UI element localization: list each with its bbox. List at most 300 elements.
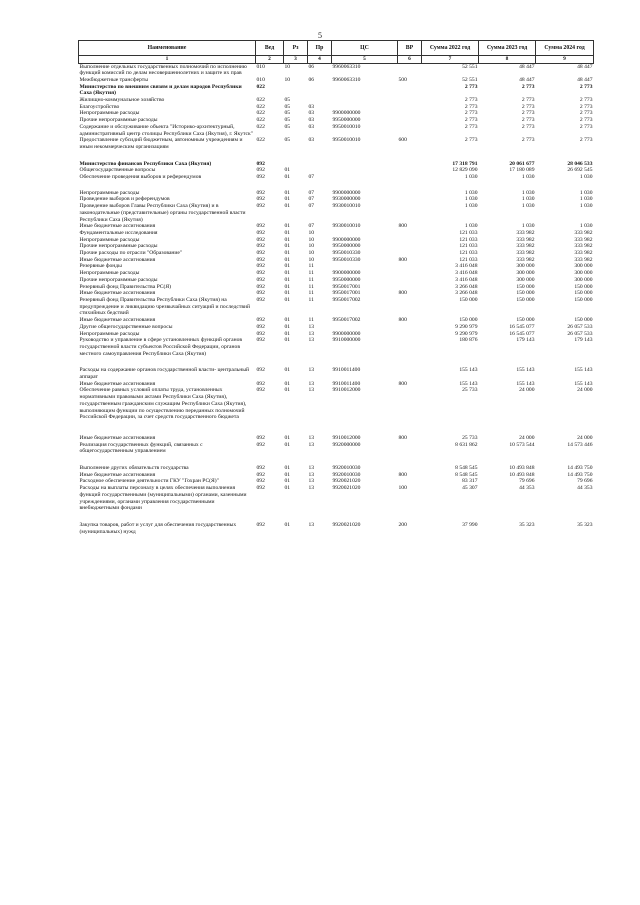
row-name: Резервные фонды: [79, 263, 122, 270]
row-rz: 01: [284, 290, 291, 297]
row-sum-2024: 24 000: [577, 387, 593, 394]
row-vr: [398, 181, 422, 197]
row-sum-2024: 150 000: [574, 297, 593, 303]
row-sum-2022: 2 773: [464, 110, 478, 117]
row-vr: [398, 63, 422, 77]
table-row: [79, 104, 594, 111]
row-sum-2022: 17 318 791: [452, 160, 478, 167]
row-cs: 9950000000: [332, 243, 361, 250]
row-name: Резервный фонд Правительства РС(Я): [79, 283, 171, 290]
row-sum-2024: 79 696: [577, 478, 593, 485]
row-cs: 9950017001: [332, 290, 361, 297]
row-ved: 092: [256, 478, 265, 485]
row-pr: 11: [308, 317, 314, 324]
row-vr: [398, 324, 422, 331]
row-rz: 10: [284, 63, 291, 70]
row-vr: [398, 167, 422, 174]
table-row: [79, 317, 594, 324]
row-vr: 200: [398, 521, 407, 528]
row-cs: 9910012000: [332, 387, 361, 394]
row-sum-2023: 333 982: [516, 250, 535, 257]
row-name: Общегосударственные вопросы: [79, 167, 156, 174]
row-vr: [398, 263, 422, 270]
row-vr: [398, 387, 422, 421]
table-row: [79, 243, 594, 250]
row-pr: 11: [308, 270, 314, 277]
row-ved: 092: [256, 297, 265, 303]
row-name: Иные бюджетные ассигнования: [79, 471, 156, 478]
row-sum-2022: 2 773: [464, 83, 478, 90]
row-pr: [308, 84, 332, 97]
table-row: [79, 290, 594, 297]
row-ved: 092: [256, 290, 265, 297]
row-pr: 07: [308, 196, 315, 203]
row-sum-2022: 121 033: [459, 256, 478, 263]
row-name: Непрограммные расходы: [79, 236, 140, 243]
row-cs: 9950010010: [332, 123, 361, 130]
header-cs: ЦС: [332, 41, 398, 56]
row-vr: [398, 297, 422, 317]
row-sum-2023: 48 447: [519, 63, 535, 70]
row-sum-2022: 8 548 545: [455, 471, 478, 478]
row-sum-2022: 155 143: [459, 367, 478, 374]
row-rz: 01: [284, 229, 291, 236]
row-name: Непрограммные расходы: [79, 189, 140, 196]
row-sum-2024: 1 030: [579, 196, 593, 203]
row-name: Расходное обеспечение деятельности ГКУ "Гохран РС(Я)": [79, 478, 219, 485]
row-name: Благоустройство: [79, 103, 120, 110]
row-sum-2023: 44 353: [519, 485, 535, 492]
row-sum-2022: 1 030: [464, 189, 478, 196]
row-ved: 092: [256, 223, 265, 230]
row-rz: 01: [284, 434, 291, 441]
row-cs: 9910011400: [332, 367, 361, 374]
header-name: Наименование: [79, 41, 256, 56]
row-cs: 9950017002: [332, 297, 361, 303]
row-cs: 9930010010: [332, 203, 361, 210]
row-sum-2023: 150 000: [516, 297, 535, 303]
row-ved: 092: [256, 337, 265, 344]
row-vr: [398, 250, 422, 257]
row-name: Иные бюджетные ассигнования: [79, 317, 156, 324]
row-sum-2023: 300 000: [516, 270, 535, 277]
table-row: [79, 174, 594, 181]
row-sum-2022: 3 416 048: [455, 270, 478, 277]
row-ved: 022: [256, 117, 265, 124]
table-row: [79, 181, 594, 197]
row-name: Проведение выборов Главы Республики Саха (Якутия) и в законодательные (представительные) органы государственной власти Республики Саха (Якутия): [79, 203, 246, 223]
row-pr: 06: [308, 63, 315, 70]
row-name: Резервный фонд Правительства Республики Саха (Якутия) на предупреждение и ликвидацию чрезвычайных ситуаций и последствий стихийных бедствий: [79, 297, 250, 317]
row-cs: 9920021020: [332, 485, 361, 492]
column-number: 1: [79, 56, 256, 64]
column-number: 2: [256, 56, 284, 64]
table-row: [79, 117, 594, 124]
row-name: Закупка товаров, работ и услуг для обеспечения государственных (муниципальных) нужд: [79, 521, 237, 535]
row-cs: [332, 174, 398, 181]
row-name: Иные бюджетные ассигнования: [79, 223, 156, 230]
row-pr: 13: [308, 367, 315, 374]
table-row: [79, 324, 594, 331]
row-name: Предоставление субсидий бюджетным, автономным учреждениям и иным некоммерческим организациям: [79, 137, 243, 150]
row-cs: 9920010030: [332, 465, 361, 472]
row-ved: 092: [256, 229, 265, 236]
column-number-row: [79, 56, 594, 64]
row-name: Содержание и обслуживание объекта "Историко-архитектурный, административный центр столицы Республики Саха (Якутия), г. Якутск": [79, 123, 253, 137]
column-number: 5: [332, 56, 398, 64]
row-ved: 092: [256, 203, 265, 210]
row-pr: 13: [308, 521, 315, 528]
row-sum-2023: 17 180 089: [509, 167, 535, 174]
row-cs: 9930000000: [332, 196, 361, 203]
row-ved: 092: [256, 276, 265, 283]
row-sum-2024: 14 493 750: [567, 465, 593, 472]
row-cs: 9920021020: [332, 521, 361, 528]
row-sum-2022: 121 033: [459, 250, 478, 257]
row-sum-2023: 16 545 077: [509, 323, 535, 330]
row-rz: 01: [284, 441, 291, 448]
row-vr: [398, 230, 422, 237]
row-sum-2022: 1 030: [464, 223, 478, 230]
row-cs: 9910012000: [332, 434, 361, 441]
row-vr: 800: [398, 256, 407, 263]
row-sum-2023: 300 000: [516, 263, 535, 270]
row-pr: 03: [308, 103, 315, 110]
row-vr: 500: [398, 76, 407, 83]
row-sum-2022: 121 033: [459, 229, 478, 236]
table-row: [79, 284, 594, 291]
row-name: Расходы на содержание органов государственной власти- центральный аппарат: [79, 367, 249, 381]
row-sum-2022: 45 307: [462, 485, 478, 492]
row-ved: 092: [256, 471, 265, 478]
row-rz: 01: [284, 236, 291, 243]
row-vr: 800: [398, 317, 407, 324]
table-row: [79, 110, 594, 117]
row-sum-2022: 2 773: [464, 103, 478, 110]
row-sum-2024: 300 000: [574, 263, 593, 270]
row-sum-2024: 300 000: [574, 276, 593, 283]
row-pr: 10: [308, 250, 315, 257]
row-sum-2023: 2 773: [521, 123, 535, 130]
row-sum-2022: 150 000: [459, 297, 478, 303]
row-vr: [398, 331, 422, 338]
header-rz: Рз: [284, 41, 308, 56]
row-pr: 13: [308, 330, 315, 337]
row-cs: 9920010030: [332, 471, 361, 478]
table-row: [79, 512, 594, 535]
row-sum-2024: 35 323: [577, 521, 593, 528]
row-name: Прочие расходы по отрасли "Образование": [79, 250, 183, 257]
row-sum-2024: 155 143: [574, 367, 593, 374]
row-ved: 022: [256, 110, 265, 117]
header-pr: Пр: [308, 41, 332, 56]
row-cs: 9900000000: [332, 330, 361, 337]
row-rz: 01: [284, 380, 291, 387]
column-number: 7: [422, 56, 479, 64]
row-sum-2022: 37 990: [462, 521, 478, 528]
row-vr: [398, 196, 422, 203]
row-name: Прочие непрограммные расходы: [79, 276, 158, 283]
row-name: Иные бюджетные ассигнования: [79, 434, 156, 441]
row-sum-2024: 1 030: [579, 189, 593, 196]
row-name: Министерство финансов Республики Саха (Якутия): [79, 160, 212, 167]
row-sum-2024: 333 982: [574, 229, 593, 236]
column-number: 6: [398, 56, 422, 64]
table-row: [79, 203, 594, 223]
table-row: [79, 387, 594, 421]
row-pr: 07: [308, 203, 315, 210]
row-sum-2022: 1 030: [464, 203, 478, 210]
row-cs: 9930010010: [332, 223, 361, 230]
row-sum-2024: 333 982: [574, 256, 593, 263]
table-row: [79, 257, 594, 264]
row-ved: 092: [256, 250, 265, 257]
row-sum-2022: 180 876: [459, 337, 478, 344]
row-rz: 01: [284, 471, 291, 478]
row-rz: 01: [284, 203, 291, 210]
row-vr: [398, 203, 422, 223]
row-pr: 10: [308, 243, 315, 250]
row-sum-2023: 155 143: [516, 367, 535, 374]
row-vr: [398, 237, 422, 244]
row-sum-2024: 1 030: [579, 223, 593, 230]
row-rz: 01: [284, 283, 291, 290]
row-name: Непрограммные расходы: [79, 110, 140, 117]
row-ved: 010: [256, 76, 265, 83]
row-cs: 9950010330: [332, 250, 361, 257]
table-body: [79, 63, 594, 535]
row-sum-2023: 24 000: [519, 434, 535, 441]
row-pr: [308, 97, 332, 104]
row-sum-2023: 2 773: [521, 83, 535, 90]
row-rz: 01: [284, 337, 291, 344]
row-name: Проведение выборов и референдумов: [79, 196, 170, 203]
row-ved: 022: [256, 123, 265, 130]
row-pr: 11: [308, 297, 314, 303]
row-rz: 01: [284, 174, 291, 181]
table-row: [79, 223, 594, 230]
row-sum-2023: 79 696: [519, 478, 535, 485]
row-cs: 9920000000: [332, 441, 361, 448]
row-sum-2024: 44 353: [577, 485, 593, 492]
row-rz: 01: [284, 223, 291, 230]
row-vr: [398, 84, 422, 97]
row-name: Прочие непрограммные расходы: [79, 117, 158, 124]
row-pr: 11: [308, 276, 314, 283]
row-sum-2023: 1 030: [521, 203, 535, 210]
row-sum-2023: 179 143: [516, 337, 535, 344]
row-sum-2024: 150 000: [574, 317, 593, 324]
row-vr: [398, 104, 422, 111]
row-name: Обеспечение проведения выборов и референдумов: [79, 174, 202, 181]
row-ved: 092: [256, 283, 265, 290]
row-name: Непрограммные расходы: [79, 270, 140, 277]
row-sum-2023: 10 493 848: [509, 471, 535, 478]
row-pr: 11: [308, 283, 314, 290]
row-sum-2022: 2 773: [464, 97, 478, 104]
row-vr: [398, 97, 422, 104]
row-ved: 092: [256, 160, 265, 167]
row-cs: 9950017001: [332, 283, 361, 290]
row-ved: 022: [256, 97, 265, 104]
table-row: [79, 277, 594, 284]
table-row: [79, 442, 594, 455]
table-row: [79, 63, 594, 77]
row-name: Выполнение других обязательств государства: [79, 465, 189, 472]
row-pr: 13: [308, 323, 315, 330]
row-pr: 11: [308, 263, 314, 270]
row-pr: [308, 151, 332, 168]
row-sum-2023: 2 773: [521, 137, 535, 144]
row-sum-2024: 48 447: [577, 76, 593, 83]
row-name: Министерство по внешним связям и делам народов Республики Саха (Якутия): [79, 83, 242, 97]
row-sum-2023: 1 030: [521, 174, 535, 181]
row-name: Фундаментальные исследования: [79, 229, 158, 236]
row-ved: 092: [256, 256, 265, 263]
row-name: Иные бюджетные ассигнования: [79, 290, 156, 297]
row-sum-2024: 150 000: [574, 290, 593, 297]
row-sum-2024: 2 773: [579, 123, 593, 130]
row-sum-2024: 333 982: [574, 243, 593, 250]
row-sum-2024: 26 057 533: [567, 323, 593, 330]
row-sum-2022: 121 033: [459, 236, 478, 243]
column-number: 8: [479, 56, 536, 64]
row-cs: 9900000000: [332, 189, 361, 196]
row-ved: 092: [256, 236, 265, 243]
row-name: Обеспечение равных условий оплаты труда, установленных нормативными правовыми актами Республики Саха (Якутия), государственным гражданским служащим Республики Саха (Якутия), выполняющим функции по осуществлению переданных полномочий Российской Федерации, за счет средств государственного бюджета: [79, 387, 247, 421]
row-sum-2022: 8 631 862: [455, 441, 478, 448]
row-ved: 092: [256, 196, 265, 203]
row-sum-2024: 333 982: [574, 250, 593, 257]
row-pr: 13: [308, 471, 315, 478]
row-name: Реализация государственных функций, связанных с общегосударственным управлением: [79, 441, 203, 455]
row-cs: 9910011400: [332, 380, 361, 387]
row-cs: [332, 230, 398, 237]
row-pr: 13: [308, 441, 315, 448]
row-rz: 01: [284, 465, 291, 472]
budget-table: [78, 40, 594, 535]
row-cs: 9920021020: [332, 478, 361, 485]
row-sum-2023: 333 982: [516, 229, 535, 236]
row-ved: 092: [256, 434, 265, 441]
row-sum-2024: 2 773: [579, 137, 593, 144]
row-vr: 800: [398, 380, 407, 387]
row-name: Иные бюджетные ассигнования: [79, 256, 156, 263]
row-sum-2023: 1 030: [521, 223, 535, 230]
row-ved: 092: [256, 167, 265, 174]
row-ved: 010: [256, 63, 265, 70]
row-sum-2024: 2 773: [579, 97, 593, 104]
row-sum-2022: 2 773: [464, 137, 478, 144]
row-cs: 9950000000: [332, 276, 361, 283]
row-vr: [398, 284, 422, 291]
row-sum-2022: 25 733: [462, 387, 478, 394]
column-number: 3: [284, 56, 308, 64]
row-ved: 092: [256, 367, 265, 374]
row-vr: [398, 442, 422, 455]
row-sum-2024: 300 000: [574, 270, 593, 277]
row-ved: 092: [256, 270, 265, 277]
row-sum-2023: 10 493 848: [509, 465, 535, 472]
row-ved: 092: [256, 317, 265, 324]
row-sum-2023: 20 061 677: [509, 160, 535, 167]
row-ved: 092: [256, 323, 265, 330]
row-rz: 01: [284, 256, 291, 263]
row-pr: 06: [308, 76, 315, 83]
row-rz: 01: [284, 196, 291, 203]
row-sum-2024: 1 030: [579, 203, 593, 210]
row-ved: 092: [256, 263, 265, 270]
table-row: [79, 472, 594, 479]
row-pr: 13: [308, 380, 315, 387]
row-sum-2022: 1 030: [464, 174, 478, 181]
column-number: 4: [308, 56, 332, 64]
table-row: [79, 478, 594, 485]
row-vr: 100: [398, 485, 407, 492]
row-rz: 01: [284, 263, 291, 270]
column-number: 9: [536, 56, 594, 64]
row-sum-2023: 150 000: [516, 317, 535, 324]
row-sum-2024: 28 046 533: [567, 160, 593, 167]
table-row: [79, 124, 594, 137]
row-pr: 07: [308, 223, 315, 230]
row-sum-2022: 1 030: [464, 196, 478, 203]
row-ved: 092: [256, 174, 265, 181]
row-rz: 01: [284, 485, 291, 492]
table-row: [79, 151, 594, 168]
row-vr: [398, 117, 422, 124]
row-sum-2024: 24 000: [577, 434, 593, 441]
row-cs: 9910000000: [332, 337, 361, 344]
table-row: [79, 337, 594, 357]
row-sum-2023: 2 773: [521, 103, 535, 110]
row-rz: 05: [284, 110, 291, 117]
row-sum-2023: 24 000: [519, 387, 535, 394]
row-cs: [332, 324, 398, 331]
row-name: Иные бюджетные ассигнования: [79, 380, 156, 387]
row-vr: 800: [398, 434, 407, 441]
row-rz: 05: [284, 97, 291, 104]
row-cs: 9960063310: [332, 76, 361, 83]
row-cs: 9960063310: [332, 63, 361, 70]
row-pr: 13: [308, 434, 315, 441]
row-sum-2023: 150 000: [516, 283, 535, 290]
row-sum-2022: 52 551: [462, 76, 478, 83]
row-rz: 01: [284, 323, 291, 330]
row-sum-2023: 150 000: [516, 290, 535, 297]
row-cs: 9950000000: [332, 117, 361, 124]
row-vr: [398, 151, 422, 168]
row-pr: 07: [308, 189, 315, 196]
row-pr: 11: [308, 290, 314, 297]
table-row: [79, 84, 594, 97]
row-sum-2022: 52 551: [462, 63, 478, 70]
row-sum-2022: 3 416 048: [455, 276, 478, 283]
row-pr: 03: [308, 137, 315, 144]
row-sum-2024: 2 773: [579, 117, 593, 124]
row-sum-2022: 8 548 545: [455, 465, 478, 472]
table-row: [79, 270, 594, 277]
row-cs: [332, 263, 398, 270]
row-sum-2023: 35 323: [519, 521, 535, 528]
row-vr: 800: [398, 471, 407, 478]
row-pr: 13: [308, 337, 315, 344]
header-sum-2024: Сумма 2024 год: [536, 41, 594, 56]
row-sum-2023: 2 773: [521, 97, 535, 104]
table-row: [79, 137, 594, 150]
row-name: Прочие непрограммные расходы: [79, 243, 158, 250]
table-row: [79, 263, 594, 270]
